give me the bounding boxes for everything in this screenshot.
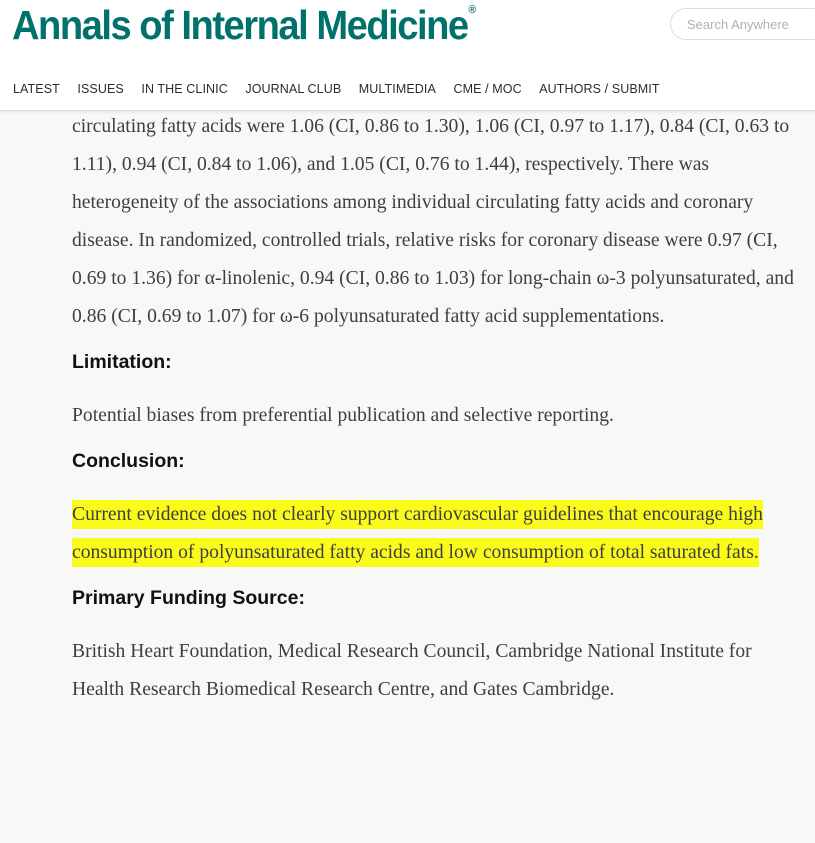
site-header xyxy=(0,0,815,111)
conclusion-heading: Conclusion: xyxy=(72,450,185,472)
nav-in-the-clinic[interactable]: IN THE CLINIC xyxy=(141,82,228,96)
search-input[interactable] xyxy=(670,8,815,40)
nav-issues[interactable]: ISSUES xyxy=(77,82,124,96)
nav-authors-submit[interactable]: AUTHORS / SUBMIT xyxy=(539,82,660,96)
funding-heading: Primary Funding Source: xyxy=(72,587,305,609)
registered-mark: ® xyxy=(468,4,477,16)
journal-logo-text: Annals of Internal Medicine xyxy=(12,2,468,48)
article-abstract xyxy=(72,108,807,709)
conclusion-paragraph xyxy=(72,496,807,572)
limitation-paragraph: Potential biases from preferential publication and selective reporting. xyxy=(72,405,614,426)
conclusion-highlighted-text: Current evidence does not clearly support cardiovascular guidelines that encourage high consumption of polyunsaturated fatty acids and low consumption of total saturated fats. xyxy=(72,500,763,567)
nav-cme-moc[interactable]: CME / MOC xyxy=(453,82,522,96)
nav-journal-club[interactable]: JOURNAL CLUB xyxy=(245,82,342,96)
nav-multimedia[interactable]: MULTIMEDIA xyxy=(358,82,436,96)
funding-paragraph: British Heart Foundation, Medical Research Council, Cambridge National Institute for Health Research Biomedical Research Centre, and Gates Cambridge. xyxy=(72,641,752,700)
results-paragraph: circulating fatty acids were 1.06 (CI, 0.86 to 1.30), 1.06 (CI, 0.97 to 1.17), 0.84 (CI, 0.63 to 1.11), 0.94 (CI, 0.84 to 1.06), and 1.05 (CI, 0.76 to 1.44), respectively. There was heterogeneity of the associations among individual circulating fatty acids and coronary disease. In randomized, controlled trials, relative risks for coronary disease were 0.97 (CI, 0.69 to 1.36) for α-linolenic, 0.94 (CI, 0.86 to 1.03) for long-chain ω-3 polyunsaturated, and 0.86 (CI, 0.69 to 1.07) for ω-6 polyunsaturated fatty acid supplementations. xyxy=(72,116,794,327)
limitation-heading: Limitation: xyxy=(72,351,172,373)
main-nav xyxy=(13,82,677,96)
journal-logo[interactable] xyxy=(12,2,476,49)
nav-latest[interactable]: LATEST xyxy=(13,82,60,96)
